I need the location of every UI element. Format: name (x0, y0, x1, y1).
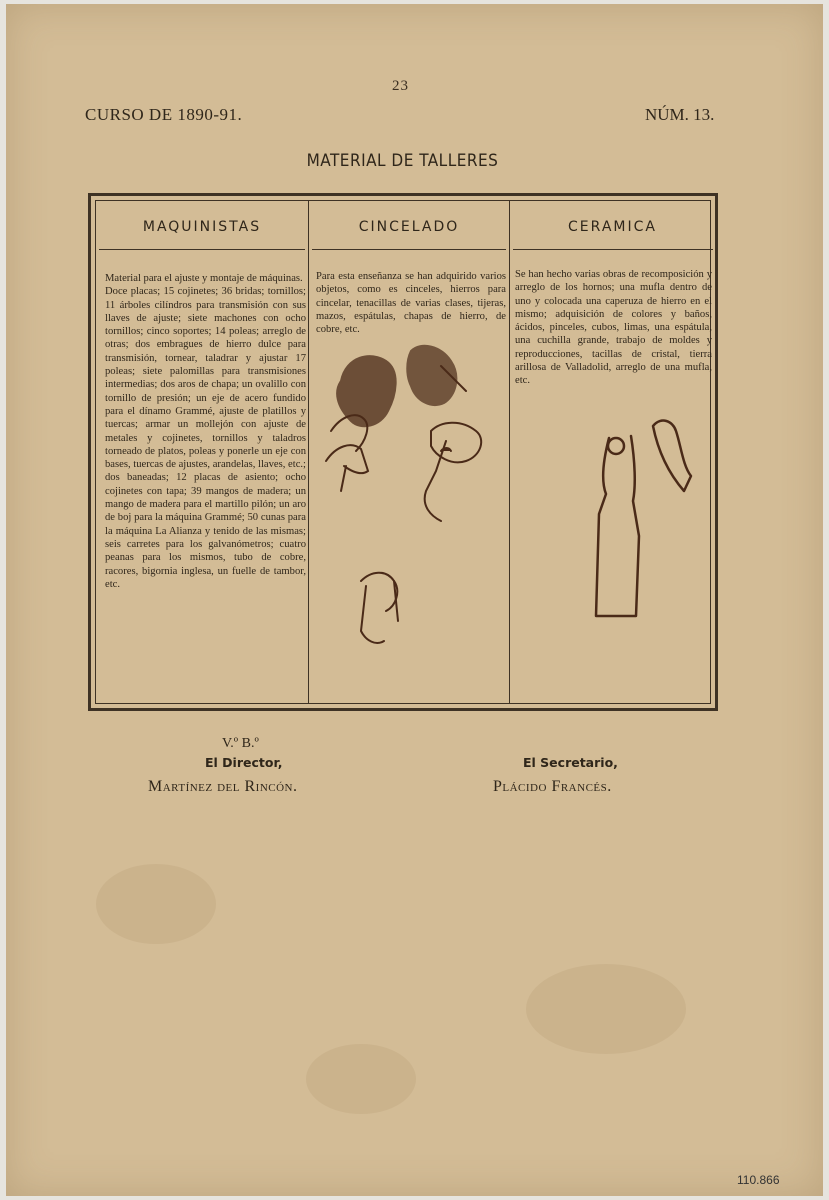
column-divider (308, 201, 309, 703)
maquinistas-intro: Material para el ajuste y montaje de máquinas. (105, 273, 303, 284)
column-divider (509, 201, 510, 703)
horse-sketch-icon (316, 341, 506, 671)
table-frame (88, 193, 718, 711)
catalog-number: 110.866 (737, 1173, 780, 1187)
course-label: CURSO DE 1890-91. (85, 105, 243, 124)
column-heading-maquinistas: MAQUINISTAS (142, 219, 262, 235)
column-heading-cincelado: CINCELADO (358, 219, 460, 235)
director-role: El Director, (205, 755, 283, 770)
cincelado-text: Para esta enseñanza se han adquirido varios objetos, como es cinceles, hierros para cincelar, tenacillas de varias clases, tijeras, mazos, espátulas, chapas de hierro, de cobre, etc. (316, 271, 506, 336)
paper-stain (96, 864, 216, 944)
page-title: MATERIAL DE TALLERES (306, 151, 499, 171)
issue-number: NÚM. 13. (645, 105, 715, 124)
heading-rule (312, 249, 506, 250)
paper-stain (526, 964, 686, 1054)
page-number: 23 (392, 78, 409, 94)
secretary-role: El Secretario, (523, 755, 618, 770)
ceramica-text: Se han hecho varias obras de recomposición y arreglo de los hornos; una mufla dentro de uno y colocada una caperuza de hierro en el mismo; adquisición de colores y baños, ácidos, pinceles, cubos, limas, una espátula, una cuchilla grande, trabajo de moldes y reproducciones, tacillas de cristal, tierra arillosa de Valladolid, arreglo de una mufla, etc. (515, 269, 712, 387)
approval-mark: V.º B.º (222, 736, 259, 751)
maquinistas-body: Doce placas; 15 cojinetes; 36 bridas; tornillos; 11 árboles cilíndros para transmisión con sus llaves de ajuste; siete machones con ocho tornillos; cinco soportes; 14 poleas; arreglo de otras; dos embragues de hierro dulce para transmisión, tornear, taladrar y ajustar 17 poleas; siete palomillas para transmisiones intermedias; dos aros de chapa; un ovalillo con tornillo de presión; un eje de acero fundido para el dínamo Grammé, ajuste de platillos y tuercas; armar un mollejón con ajuste de metales y cojinetes, tornillos y taladros torneado de platos, poleas y ponerle un eje con bases, tuercas de ajustes, arandelas, llaves, etc.; dos baneadas; 12 placas de asiento; ocho cojinetes con tapa; 39 mangos de madera; un mango de madera para el martillo pilón; un aro de boj para la máquina Grammé; 50 cunas para la máquina La Alianza y tenido de las mismas; seis carretes para los galvanómetros; cuatro peanas para los mismos, tubo de cobre, racores, bigornia inglesa, un fuelle de tambor, etc. (105, 286, 306, 590)
heading-rule (99, 249, 305, 250)
secretary-name: Plácido Francés. (493, 778, 612, 795)
table-inner-frame (95, 200, 711, 704)
heading-rule (513, 249, 713, 250)
column-heading-ceramica: CERAMICA (568, 219, 657, 235)
vase-sketch-icon (591, 416, 711, 656)
paper-stain (306, 1044, 416, 1114)
director-name: Martínez del Rincón. (148, 778, 298, 795)
maquinistas-text (105, 272, 306, 591)
